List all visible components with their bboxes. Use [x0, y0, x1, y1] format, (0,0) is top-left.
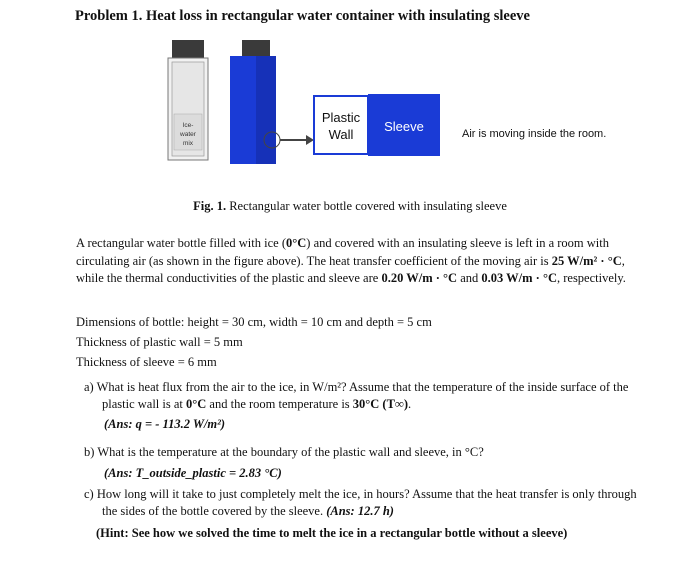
- answer-b: (Ans: T_outside_plastic = 2.83 °C): [104, 465, 282, 480]
- plastic-label: Plastic: [321, 110, 361, 125]
- answer-c: (Ans: 12.7 h): [326, 503, 394, 518]
- caption-text: Rectangular water bottle covered with insulating sleeve: [229, 199, 507, 213]
- p1-text-e: , respectively.: [556, 271, 626, 285]
- question-a-text1: What is heat flux from the air to the ice, in W/m²? Assume that the temperature of the inside surface of the plastic wall is at: [96, 380, 629, 411]
- p1-h-value: 25 W/m² · °C: [551, 253, 622, 268]
- question-a-room-temp: 30°C (T∞): [352, 396, 409, 411]
- question-a-marker: a): [84, 380, 94, 394]
- sleeved-bottle: [230, 40, 276, 164]
- problem-title: Problem 1. Heat loss in rectangular water container with insulating sleeve: [75, 8, 530, 24]
- air-label: Air is moving inside the room.: [462, 128, 607, 140]
- plastic-wall-box: [314, 96, 368, 154]
- wall-label: Wall: [328, 127, 354, 142]
- sleeve-label: Sleeve: [384, 119, 424, 134]
- question-a-text3: .: [408, 396, 412, 411]
- p1-text-a: A rectangular water bottle filled with ice (: [76, 236, 286, 250]
- p1-text-d: and: [457, 271, 482, 285]
- question-a: [84, 379, 644, 433]
- p1-text-c: , while the thermal conductivities of the plastic and sleeve are: [76, 253, 625, 285]
- figure-caption: [0, 199, 700, 214]
- answer-a: (Ans: q = - 113.2 W/m²): [104, 417, 226, 431]
- bottle-label-mix: mix: [182, 140, 194, 147]
- thickness-sleeve-line: Thickness of sleeve = 6 mm: [76, 355, 217, 369]
- p1-ice-temp: 0°C: [286, 236, 307, 250]
- hint-line: (Hint: See how we solved the time to melt the ice in a rectangular bottle without a sleeve): [96, 526, 568, 540]
- p1-k-plastic: 0.20 W/m · °C: [381, 271, 458, 285]
- question-c: [84, 486, 644, 519]
- question-b-text: What is the temperature at the boundary of the plastic wall and sleeve, in °C?: [97, 445, 484, 459]
- dimensions-line: Dimensions of bottle: height = 30 cm, width = 10 cm and depth = 5 cm: [76, 315, 432, 329]
- question-b-marker: b): [84, 445, 95, 459]
- problem-statement: [76, 235, 636, 288]
- bottle-label-ice: Ice-: [182, 122, 194, 129]
- bottle-label-water: water: [180, 131, 196, 138]
- figure-bottle-diagram: [160, 36, 640, 186]
- question-b: [84, 444, 644, 481]
- question-c-marker: c): [84, 487, 94, 501]
- question-c-text: How long will it take to just completely melt the ice, in hours? Assume that the heat transfer is only through the sides of the bottle covered by the sleeve.: [96, 487, 637, 518]
- thickness-plastic-line: Thickness of plastic wall = 5 mm: [76, 335, 243, 349]
- question-a-text2: and the room temperature is: [206, 396, 353, 411]
- caption-prefix: Fig. 1.: [193, 199, 227, 213]
- p1-text-b: ) and covered with an insulating sleeve is left in a room with circulating air (as shown in the figure above). The heat transfer coefficient of the moving air is: [76, 236, 609, 268]
- question-a-inside-temp: 0°C: [186, 396, 207, 411]
- p1-k-sleeve: 0.03 W/m · °C: [481, 271, 557, 285]
